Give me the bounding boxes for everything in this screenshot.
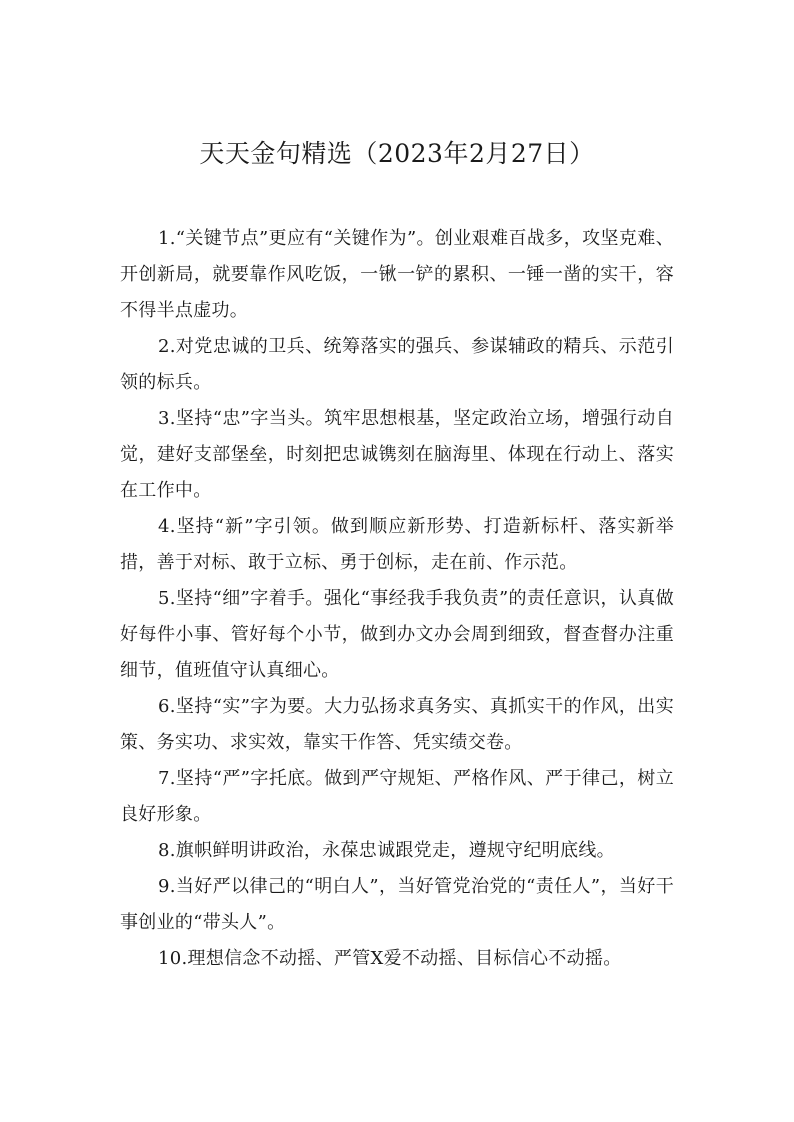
quote-item-7: 7.坚持“严”字托底。做到严守规矩、严格作风、严于律己，树立良好形象。 — [120, 768, 674, 825]
quote-item-3: 3.坚持“忠”字当头。筑牢思想根基，坚定政治立场，增强行动自觉，建好支部堡垒，时刻把忠诚镌刻在脑海里、体现在行动上、落实在工作中。 — [120, 408, 674, 501]
quote-item-5: 5.坚持“细”字着手。强化“事经我手我负责”的责任意识，认真做好每件小事、管好每个小节，做到办文办会周到细致，督查督办注重细节，值班值守认真细心。 — [120, 588, 674, 681]
quote-item-2: 2.对党忠诚的卫兵、统筹落实的强兵、参谋辅政的精兵、示范引领的标兵。 — [120, 336, 674, 393]
quote-item-1: 1.“关键节点”更应有“关键作为”。创业艰难百战多，攻坚克难、开创新局，就要靠作风吃饭，一锹一铲的累积、一锤一凿的实干，容不得半点虚功。 — [120, 228, 674, 321]
quote-item-8: 8.旗帜鲜明讲政治，永葆忠诚跟党走，遵规守纪明底线。 — [158, 840, 615, 861]
quote-item-4: 4.坚持“新”字引领。做到顺应新形势、打造新标杆、落实新举措，善于对标、敢于立标、勇于创标，走在前、作示范。 — [120, 516, 674, 573]
quote-item-9: 9.当好严以律己的“明白人”，当好管党治党的“责任人”，当好干事创业的“带头人”。 — [120, 876, 674, 933]
quote-item-6: 6.坚持“实”字为要。大力弘扬求真务实、真抓实干的作风，出实策、务实功、求实效，靠实干作答、凭实绩交卷。 — [120, 696, 674, 753]
quote-list — [120, 221, 674, 977]
quote-item-10: 10.理想信念不动摇、严管X爱不动摇、目标信心不动摇。 — [158, 948, 622, 969]
document-title: 天天金句精选（2023年2月27日） — [199, 139, 595, 168]
